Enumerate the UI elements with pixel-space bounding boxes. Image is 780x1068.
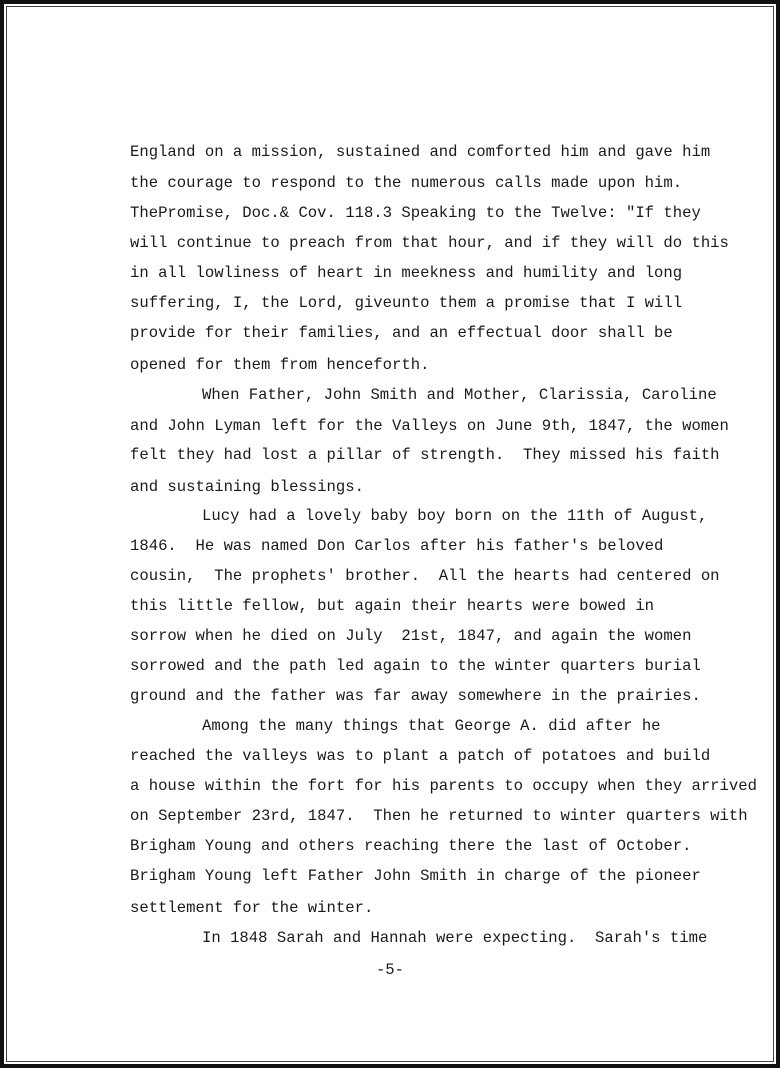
text-line: and sustaining blessings. — [130, 478, 364, 496]
text-line: ThePromise, Doc.& Cov. 118.3 Speaking to the Twelve: "If they — [130, 204, 701, 222]
text-line: Brigham Young left Father John Smith in charge of the pioneer — [130, 867, 701, 885]
text-line: on September 23rd, 1847. Then he returned to winter quarters with — [130, 807, 748, 825]
paragraph-first-line: Among the many things that George A. did after he — [202, 717, 661, 735]
text-line: felt they had lost a pillar of strength. They missed his faith — [130, 446, 720, 464]
text-line: in all lowliness of heart in meekness and humility and long — [130, 264, 683, 282]
text-line: provide for their families, and an effectual door shall be — [130, 324, 673, 342]
text-line: a house within the fort for his parents to occupy when they arrived — [130, 777, 757, 795]
page-number: -5- — [375, 961, 405, 979]
paragraph-first-line: Lucy had a lovely baby boy born on the 11th of August, — [202, 507, 708, 525]
text-line: reached the valleys was to plant a patch of potatoes and build — [130, 747, 711, 765]
text-line: will continue to preach from that hour, and if they will do this — [130, 234, 729, 252]
text-line: cousin, The prophets' brother. All the hearts had centered on — [130, 567, 720, 585]
text-line: England on a mission, sustained and comforted him and gave him — [130, 143, 711, 161]
text-line: settlement for the winter. — [130, 899, 374, 917]
text-line: sorrow when he died on July 21st, 1847, and again the women — [130, 627, 692, 645]
text-line: ground and the father was far away somewhere in the prairies. — [130, 687, 701, 705]
text-line: and John Lyman left for the Valleys on June 9th, 1847, the women — [130, 417, 729, 435]
text-line: 1846. He was named Don Carlos after his father's beloved — [130, 537, 664, 555]
text-line: the courage to respond to the numerous calls made upon him. — [130, 174, 683, 192]
text-line: this little fellow, but again their hearts were bowed in — [130, 597, 655, 615]
paragraph-first-line: When Father, John Smith and Mother, Clarissia, Caroline — [202, 386, 717, 404]
text-line: suffering, I, the Lord, giveunto them a promise that I will — [130, 294, 683, 312]
text-line: Brigham Young and others reaching there the last of October. — [130, 837, 692, 855]
text-line: opened for them from henceforth. — [130, 356, 430, 374]
text-line: sorrowed and the path led again to the winter quarters burial — [130, 657, 701, 675]
paragraph-first-line: In 1848 Sarah and Hannah were expecting. Sarah's time — [202, 929, 708, 947]
